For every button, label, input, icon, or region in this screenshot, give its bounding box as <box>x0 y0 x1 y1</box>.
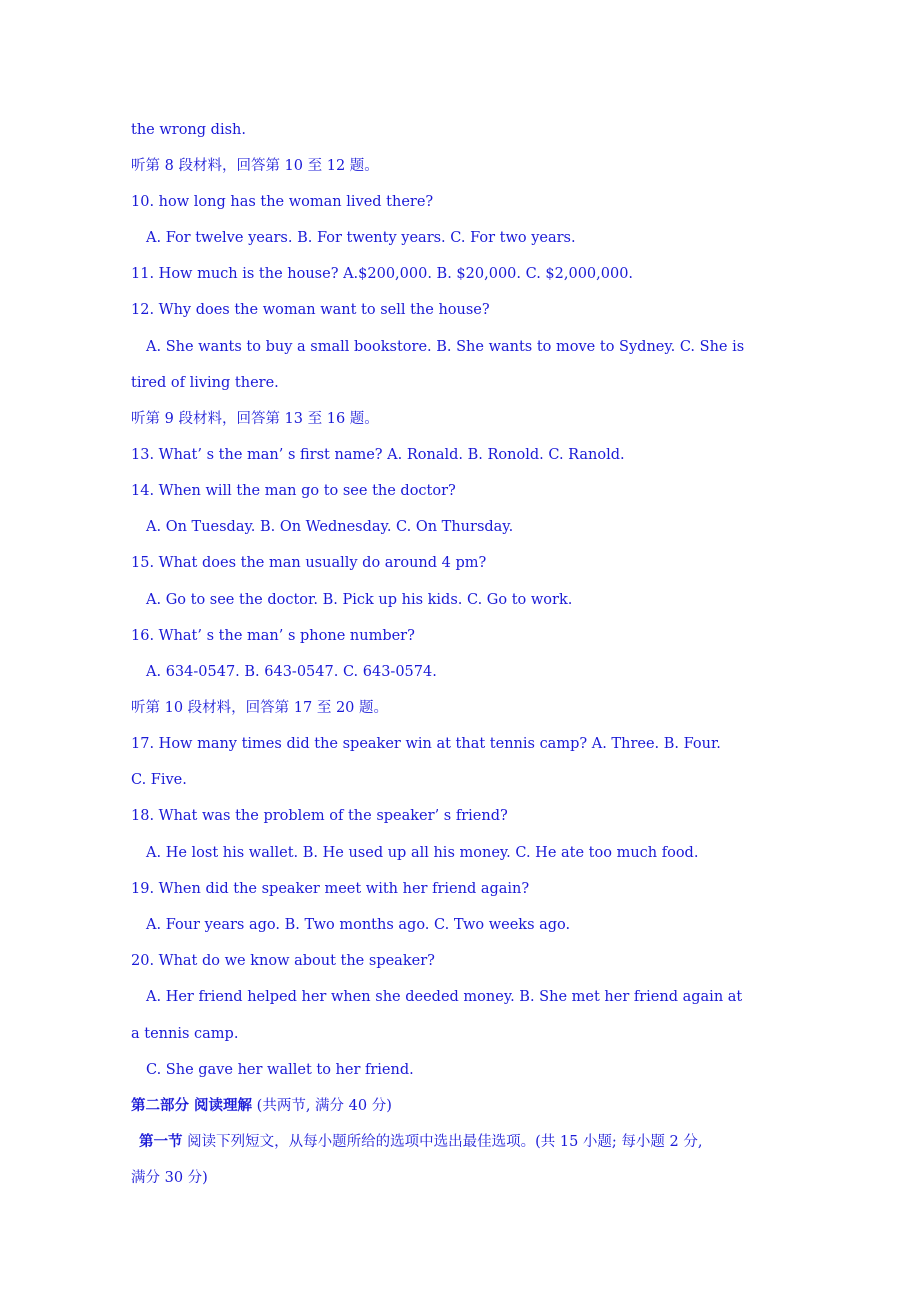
options-20-c: C. She gave her wallet to her friend. <box>146 1062 414 1078</box>
options-15: A. Go to see the doctor. B. Pick up his kids. C. Go to work. <box>146 592 573 608</box>
subsection-heading <box>139 1132 804 1152</box>
subsection-title: 第一节 <box>139 1133 183 1150</box>
question-15: 15. What does the man usually do around 4 pm? <box>131 555 487 571</box>
options-12: A. She wants to buy a small bookstore. B. She wants to move to Sydney. C. She is <box>146 339 745 355</box>
subsection-instructions-cont: 满分 30 分) <box>131 1170 208 1186</box>
options-10: A. For twelve years. B. For twenty years. C. For two years. <box>146 230 576 246</box>
listening-heading-9: 听第 9 段材料，回答第 13 至 16 题。 <box>131 411 379 427</box>
question-16: 16. What’ s the man’ s phone number? <box>131 628 415 644</box>
question-10: 10. how long has the woman lived there? <box>131 194 434 210</box>
question-14: 14. When will the man go to see the doctor? <box>131 483 456 499</box>
question-19: 19. When did the speaker meet with her friend again? <box>131 881 530 897</box>
section-title: 第二部分 阅读理解 <box>131 1097 253 1114</box>
question-17: 17. How many times did the speaker win at that tennis camp? A. Three. B. Four. <box>131 736 721 752</box>
options-12-cont: tired of living there. <box>131 375 279 391</box>
options-17-cont: C. Five. <box>131 772 187 788</box>
question-12: 12. Why does the woman want to sell the house? <box>131 302 490 318</box>
options-16: A. 634-0547. B. 643-0547. C. 643-0574. <box>146 664 437 680</box>
options-20-cont: a tennis camp. <box>131 1026 239 1042</box>
options-18: A. He lost his wallet. B. He used up all his money. C. He ate too much food. <box>146 845 699 861</box>
section-note: (共两节, 满分 40 分) <box>252 1098 392 1114</box>
question-18: 18. What was the problem of the speaker’ s friend? <box>131 808 508 824</box>
subsection-instructions: 阅读下列短文，从每小题所给的选项中选出最佳选项。(共 15 小题; 每小题 2 分, <box>182 1134 703 1150</box>
section-heading <box>131 1096 796 1116</box>
options-14: A. On Tuesday. B. On Wednesday. C. On Thursday. <box>146 519 514 535</box>
question-20: 20. What do we know about the speaker? <box>131 953 435 969</box>
listening-heading-10: 听第 10 段材料，回答第 17 至 20 题。 <box>131 700 389 716</box>
listening-heading-8: 听第 8 段材料，回答第 10 至 12 题。 <box>131 158 379 174</box>
question-13: 13. What’ s the man’ s first name? A. Ronald. B. Ronold. C. Ranold. <box>131 447 625 463</box>
question-11: 11. How much is the house? A.$200,000. B. $20,000. C. $2,000,000. <box>131 266 634 282</box>
text-line: the wrong dish. <box>131 122 246 138</box>
options-20: A. Her friend helped her when she deeded money. B. She met her friend again at <box>146 989 743 1005</box>
options-19: A. Four years ago. B. Two months ago. C. Two weeks ago. <box>146 917 571 933</box>
